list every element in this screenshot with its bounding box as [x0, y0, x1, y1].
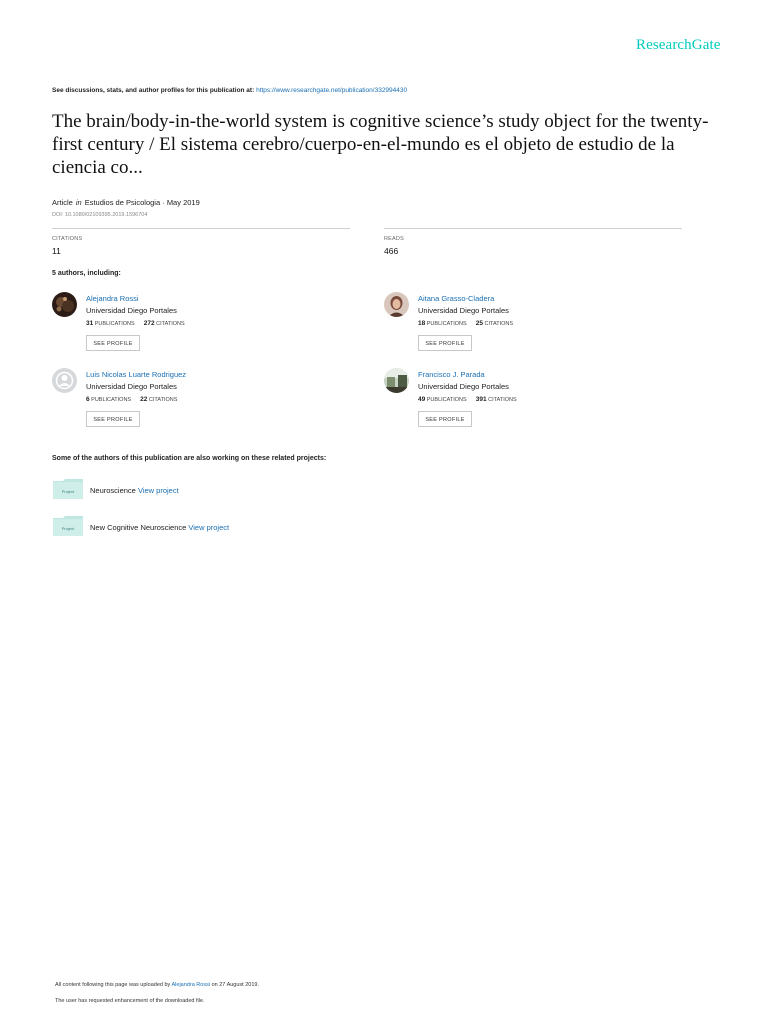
project-text — [90, 486, 179, 495]
author-institution: Universidad Diego Portales — [418, 306, 509, 315]
reads-label: READS — [384, 236, 404, 242]
avatar[interactable] — [384, 292, 409, 317]
citations-count: 25 — [475, 320, 483, 327]
author-stats — [418, 320, 513, 327]
authors-heading: 5 authors, including: — [52, 270, 121, 277]
publications-count: 31 — [86, 320, 94, 327]
author-institution: Universidad Diego Portales — [86, 306, 177, 315]
article-type: Article — [52, 198, 73, 207]
doi: DOI: 10.1080/02109395.2019.1596704 — [52, 212, 148, 218]
upload-prefix: All content following this page was uploaded by — [55, 982, 171, 988]
project-name: New Cognitive Neuroscience — [90, 523, 187, 532]
in-label: in — [75, 198, 82, 207]
avatar[interactable] — [52, 368, 77, 393]
enhancement-note: The user has requested enhancement of the downloaded file. — [55, 998, 205, 1004]
discussions-line — [52, 87, 407, 94]
project-icon-label: Project — [61, 526, 75, 531]
avatar-photo-icon — [52, 292, 77, 317]
uploader-link[interactable]: Alejandra Rossi — [171, 982, 211, 988]
view-project-link[interactable]: View project — [137, 486, 179, 495]
discussions-label: See discussions, stats, and author profiles for this publication at: — [52, 87, 255, 94]
author-card — [384, 292, 684, 362]
author-stats — [86, 320, 185, 327]
avatar[interactable] — [384, 368, 409, 393]
view-project-link[interactable]: View project — [188, 523, 230, 532]
publications-label: PUBLICATIONS — [91, 397, 132, 403]
citations-label: CITATIONS — [488, 397, 517, 403]
upload-note — [55, 982, 259, 988]
see-profile-button[interactable]: SEE PROFILE — [86, 411, 140, 427]
project-name: Neuroscience — [90, 486, 136, 495]
publication-url-link[interactable]: https://www.researchgate.net/publication/332994430 — [256, 87, 408, 94]
publications-count: 6 — [86, 396, 90, 403]
reads-count: 466 — [384, 246, 399, 256]
author-name-link[interactable]: Francisco J. Parada — [418, 370, 485, 379]
project-item — [52, 516, 372, 542]
publications-label: PUBLICATIONS — [94, 321, 135, 327]
project-icon-label: Project — [61, 489, 75, 494]
author-institution: Universidad Diego Portales — [86, 382, 177, 391]
project-folder-icon — [53, 516, 83, 536]
projects-heading: Some of the authors of this publication are also working on these related projects: — [52, 455, 327, 462]
citations-count: 22 — [140, 396, 148, 403]
researchgate-logo[interactable]: ResearchGate — [636, 37, 721, 53]
publications-label: PUBLICATIONS — [426, 321, 467, 327]
reads-divider — [384, 228, 682, 229]
project-folder-icon — [53, 479, 83, 499]
publications-label: PUBLICATIONS — [426, 397, 467, 403]
citations-divider — [52, 228, 350, 229]
author-stats — [86, 396, 177, 403]
citations-count: 11 — [52, 246, 61, 256]
publications-count: 18 — [418, 320, 426, 327]
see-profile-button[interactable]: SEE PROFILE — [86, 335, 140, 351]
author-name-link[interactable]: Aitana Grasso-Cladera — [418, 294, 495, 303]
avatar-photo-icon — [384, 368, 409, 393]
project-text — [90, 523, 229, 532]
author-name-link[interactable]: Alejandra Rossi — [86, 294, 139, 303]
upload-suffix: on 27 August 2019. — [211, 982, 259, 988]
author-name-link[interactable]: Luis Nicolas Luarte Rodriguez — [86, 370, 187, 379]
author-stats — [418, 396, 517, 403]
author-card — [384, 368, 684, 438]
citations-label: CITATIONS — [156, 321, 185, 327]
author-institution: Universidad Diego Portales — [418, 382, 509, 391]
author-card — [52, 292, 352, 362]
publications-count: 49 — [418, 396, 426, 403]
default-user-icon — [52, 368, 77, 393]
see-profile-button[interactable]: SEE PROFILE — [418, 411, 472, 427]
project-item — [52, 479, 372, 505]
author-card — [52, 368, 352, 438]
avatar[interactable] — [52, 292, 77, 317]
journal-name: Estudios de Psicologia · May 2019 — [84, 198, 200, 207]
citations-label: CITATIONS — [484, 321, 514, 327]
avatar-photo-icon — [384, 292, 409, 317]
publication-title: The brain/body-in-the-world system is cognitive science’s study object for the twenty-first century / El sistema cerebro/cuerpo-en-el-mundo es el objeto de estudio de la ciencia co... — [52, 111, 709, 178]
citations-count: 391 — [475, 396, 487, 403]
publication-meta — [52, 198, 200, 207]
citations-label: CITATIONS — [148, 397, 178, 403]
citations-count: 272 — [143, 320, 155, 327]
citations-label: CITATIONS — [52, 236, 83, 242]
see-profile-button[interactable]: SEE PROFILE — [418, 335, 472, 351]
